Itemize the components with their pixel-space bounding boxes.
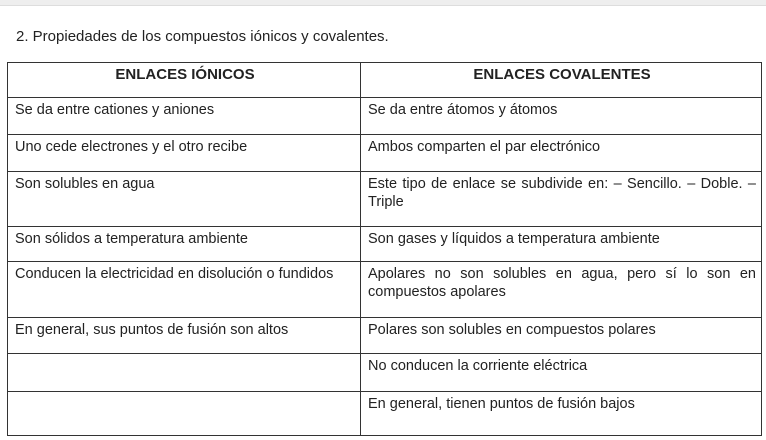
- table-row: [8, 227, 762, 262]
- table-row: [8, 392, 762, 436]
- covalent-cell: En general, tienen puntos de fusión bajos: [361, 392, 762, 436]
- ionic-cell: Se da entre cationes y aniones: [8, 98, 361, 135]
- covalent-cell: Se da entre átomos y átomos: [361, 98, 762, 135]
- table-row: [8, 318, 762, 354]
- covalent-cell: Polares son solubles en compuestos polares: [361, 318, 762, 354]
- ionic-cell: Uno cede electrones y el otro recibe: [8, 135, 361, 172]
- table-row: [8, 135, 762, 172]
- covalent-cell: Apolares no son solubles en agua, pero sí lo son en compuestos apolares: [361, 262, 762, 318]
- header-covalent: ENLACES COVALENTES: [361, 63, 762, 98]
- ionic-cell: En general, sus puntos de fusión son altos: [8, 318, 361, 354]
- properties-table: [7, 62, 762, 436]
- ionic-cell: Son solubles en agua: [8, 172, 361, 227]
- header-ionic: ENLACES IÓNICOS: [8, 63, 361, 98]
- table-row: [8, 354, 762, 392]
- table-row: [8, 262, 762, 318]
- ionic-cell: [8, 392, 361, 436]
- covalent-cell: Ambos comparten el par electrónico: [361, 135, 762, 172]
- table-header: [8, 63, 762, 98]
- covalent-cell: No conducen la corriente eléctrica: [361, 354, 762, 392]
- section-title: 2. Propiedades de los compuestos iónicos y covalentes.: [16, 28, 389, 45]
- covalent-cell: Este tipo de enlace se subdivide en: – Sencillo. – Doble. – Triple: [361, 172, 762, 227]
- covalent-cell: Son gases y líquidos a temperatura ambiente: [361, 227, 762, 262]
- table-row: [8, 172, 762, 227]
- ionic-cell: Son sólidos a temperatura ambiente: [8, 227, 361, 262]
- ionic-cell: [8, 354, 361, 392]
- ionic-cell: Conducen la electricidad en disolución o fundidos: [8, 262, 361, 318]
- table-row: [8, 98, 762, 135]
- page-edge: [0, 0, 766, 6]
